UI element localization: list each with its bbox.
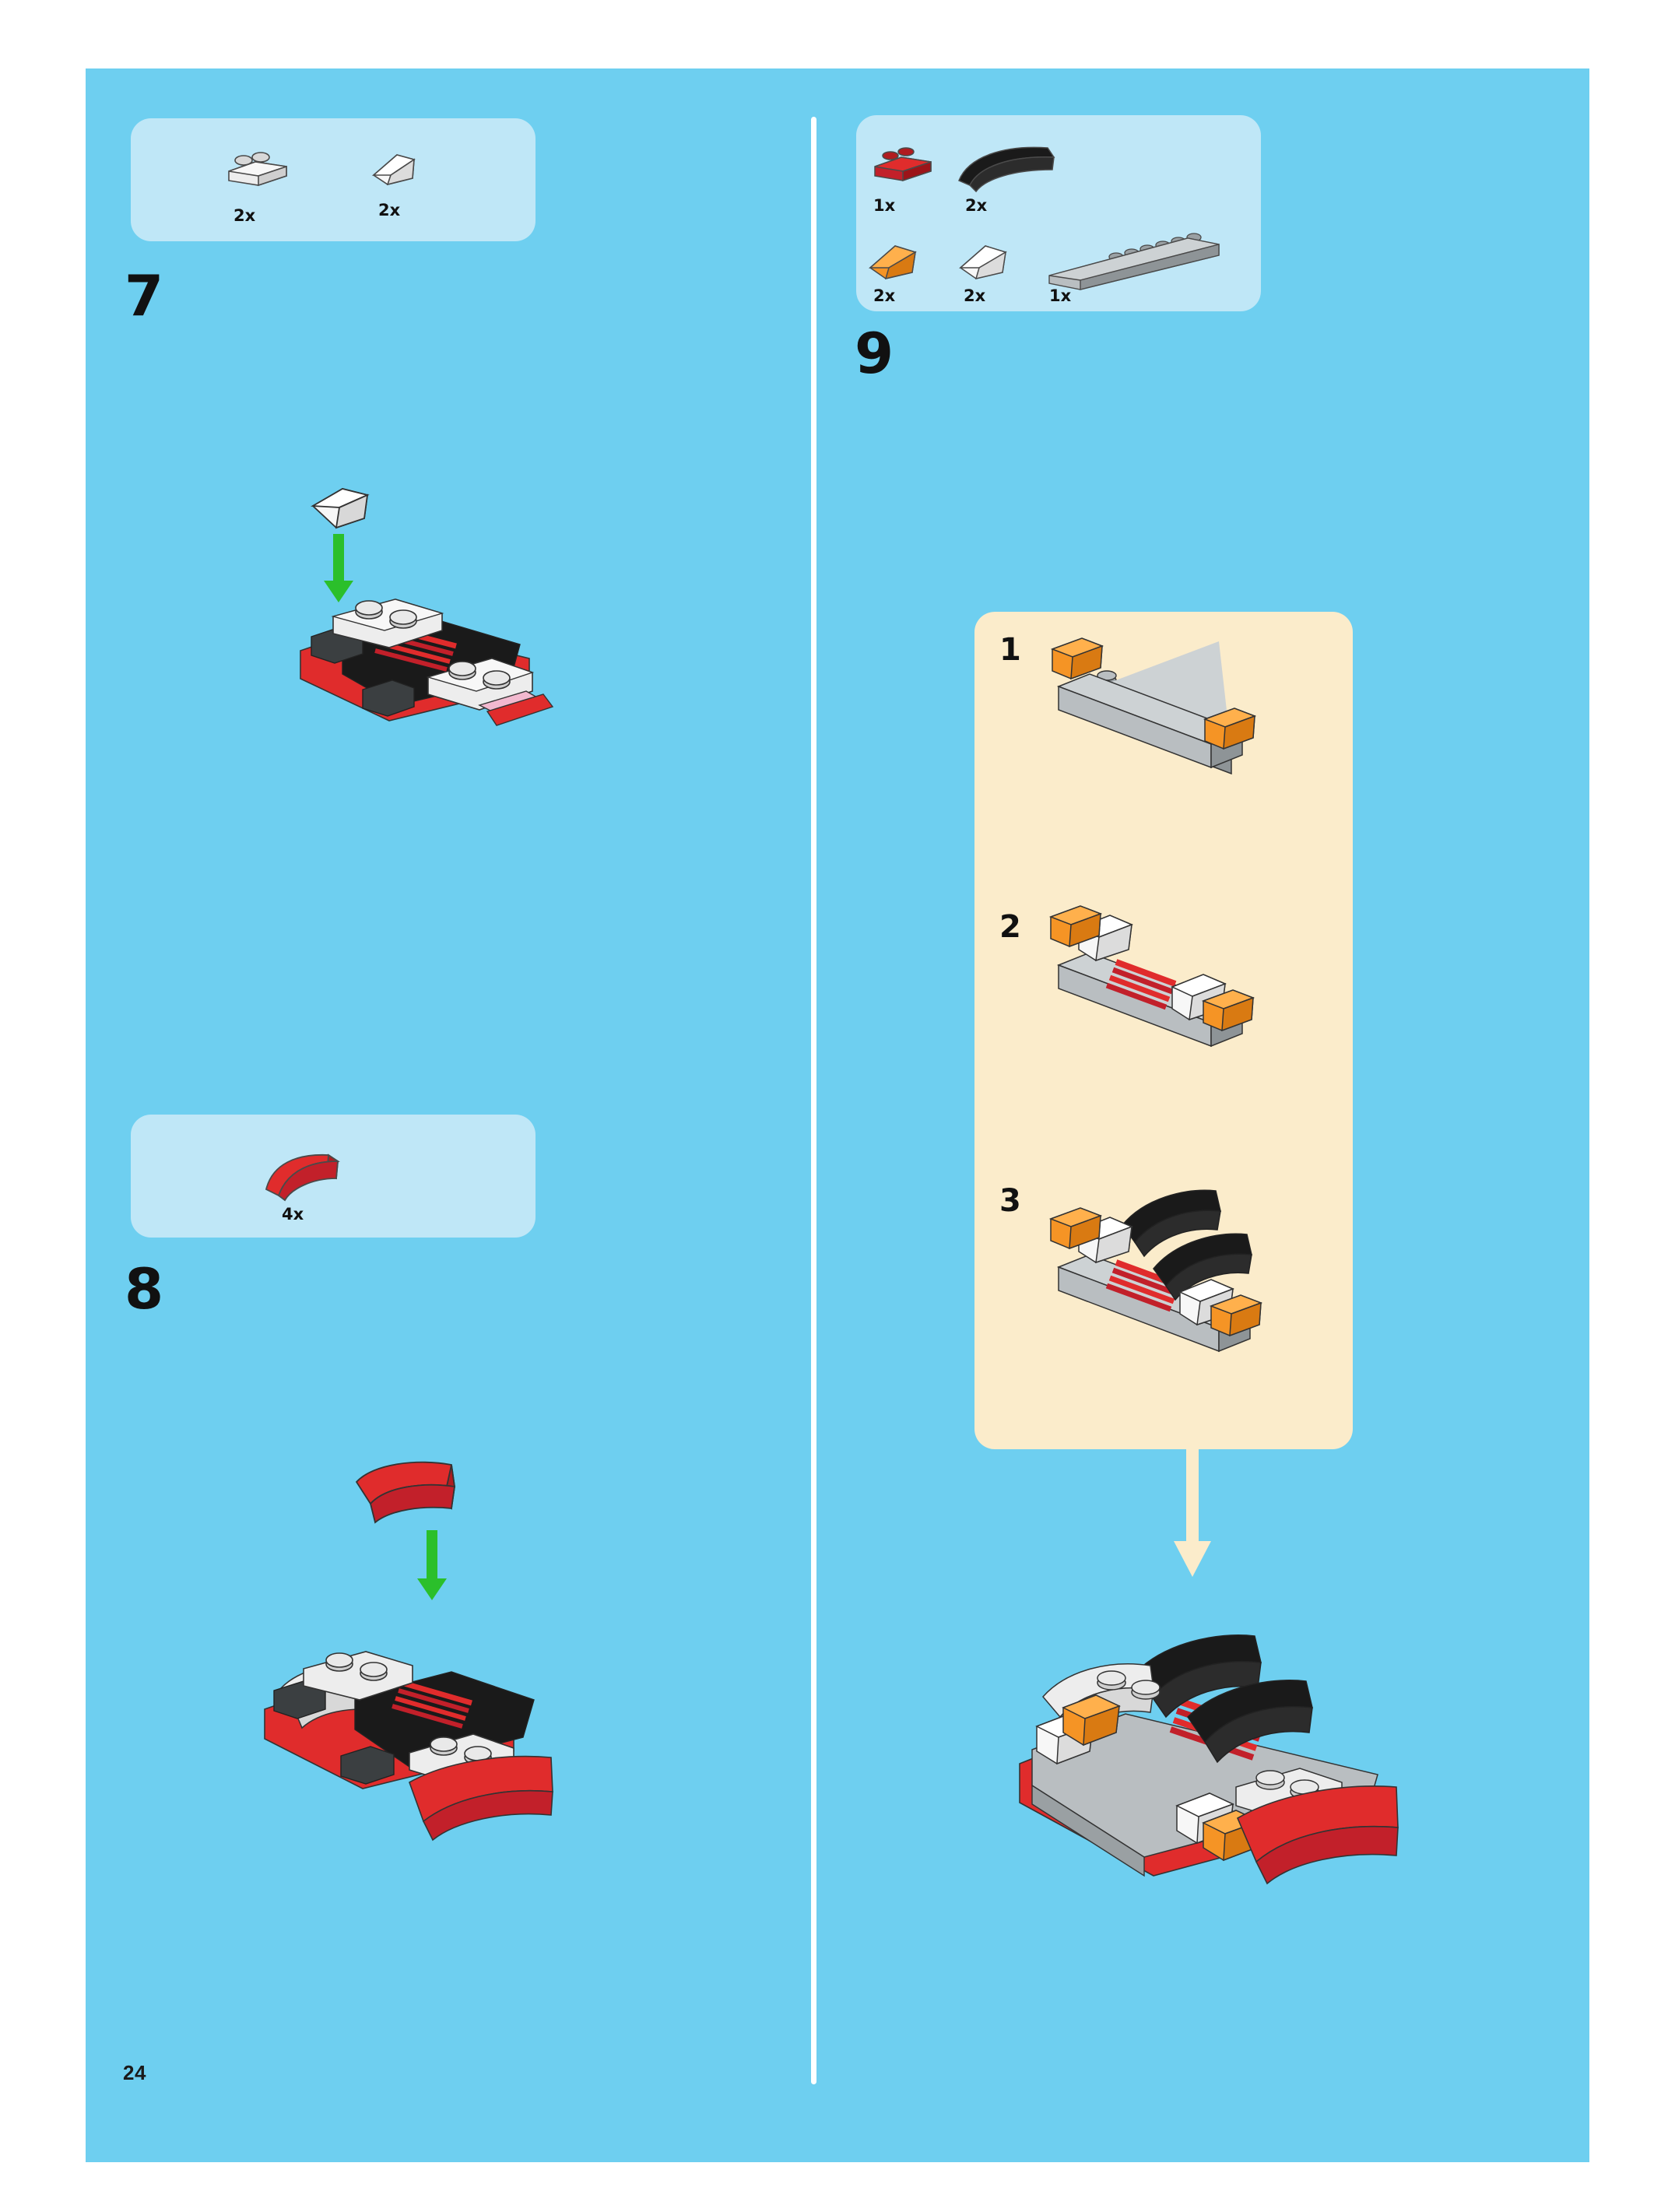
subassembly-step-2-number: 2: [999, 909, 1021, 945]
column-divider: [811, 117, 816, 2084]
qty-plate-1x2-white: 2x: [234, 206, 256, 225]
plate-1x2-white-icon: [218, 148, 311, 202]
slope-curved-4x1-black-icon: [951, 140, 1068, 195]
slope-curved-white-icon-2: [951, 233, 1029, 296]
step-9-final-model-illustration: [988, 1549, 1487, 2016]
slope-curved-2x1-red-icon: [257, 1144, 358, 1206]
step-8-assembly-illustration: [257, 1455, 677, 1860]
qty-slope-curved-orange: 2x: [873, 286, 896, 305]
step-number-9: 9: [855, 321, 894, 386]
step-number-7: 7: [125, 263, 164, 328]
slope-curved-white-icon: [366, 144, 436, 198]
qty-slope-curved-white: 2x: [378, 201, 401, 219]
step-number-8: 8: [125, 1256, 164, 1322]
page-number: 24: [123, 2061, 146, 2084]
subassembly-step-3-illustration: [1035, 1181, 1331, 1446]
qty-plate-1x2-red: 1x: [873, 196, 896, 215]
qty-slope-curved-4x1-black: 2x: [965, 196, 988, 215]
subassembly-step-1-number: 1: [999, 632, 1021, 668]
slope-curved-orange-icon: [861, 233, 939, 296]
step-7-assembly-illustration: [296, 483, 638, 856]
qty-slope-curved-white-2: 2x: [964, 286, 986, 305]
plate-1x2-red-icon: [866, 142, 951, 196]
subassembly-step-1-illustration: [1035, 630, 1315, 880]
parts-box-step-7: [131, 118, 536, 241]
qty-plate-1x8-grey: 1x: [1049, 286, 1072, 305]
subassembly-step-2-illustration: [1035, 904, 1315, 1153]
qty-slope-curved-2x1-red: 4x: [282, 1205, 304, 1224]
subassembly-step-3-number: 3: [999, 1183, 1021, 1219]
